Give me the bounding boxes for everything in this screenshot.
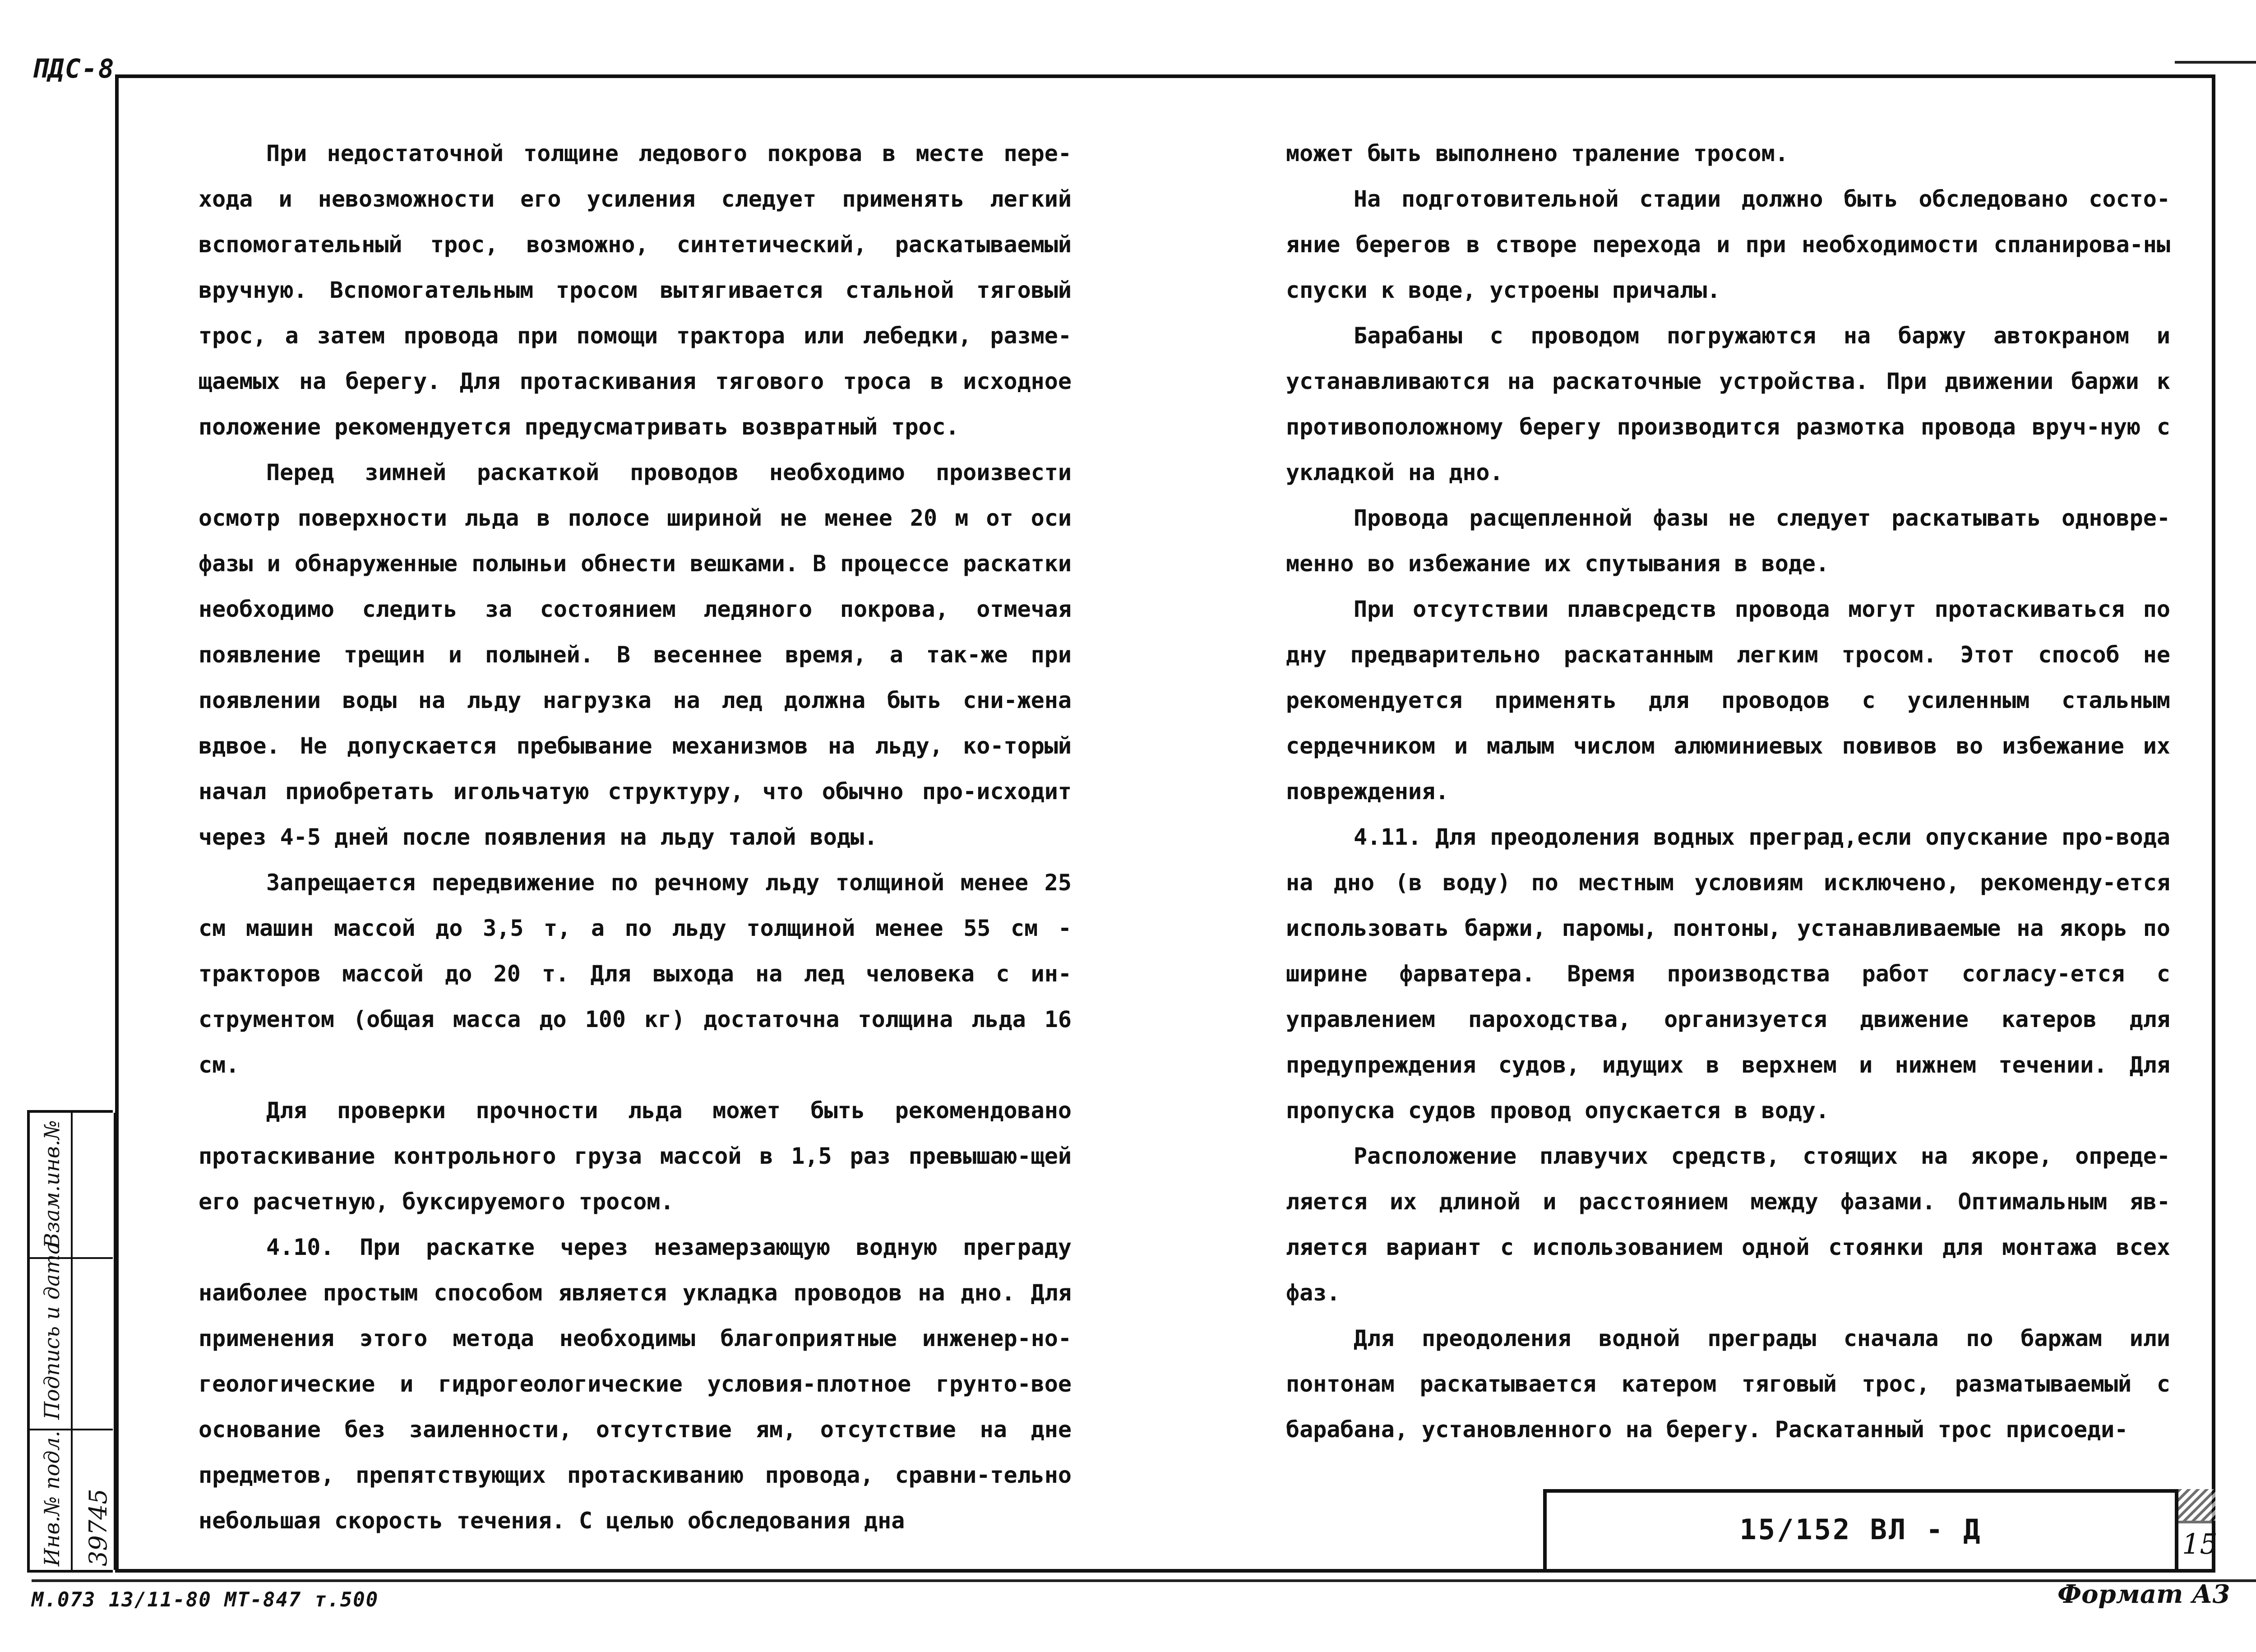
top-right-rule <box>2175 61 2256 64</box>
print-note: М.073 13/11-80 МТ-847 т.500 <box>32 1588 379 1611</box>
sheet-number: 15 <box>2182 1527 2218 1560</box>
side-row-divider <box>30 1429 113 1430</box>
paragraph: 4.10. При раскатке через незамерзающую водную преграду наиболее простым способом является укладка проводов на дно. Для применения этого метода необходимы благоприятные инженер-но-геологические и гидрогеологические условия-плотное грунто-вое основание без заиленности, отсутствие ям, отсутствие на дне предметов, препятствующих протаскиванию провода, сравни-тельно небольшая скорость течения. С целью обследования дна <box>199 1234 1072 1534</box>
bottom-rule <box>32 1579 2256 1582</box>
paragraph: Перед зимней раскаткой проводов необходимо произвести осмотр поверхности льда в полосе шириной не менее 20 м от оси фазы и обнаруженные полыньи обнести вешками. В процессе раскатки необходимо следить за состоянием ледяного покрова, отмечая появление трещин и полыней. В весеннее время, а так-же при появлении воды на льду нагрузка на лед должна быть сни-жена вдвое. Не допускается пребывание механизмов на льду, ко-торый начал приобретать игольчатую структуру, что обычно про-исходит через 4-5 дней после появления на льду талой воды. <box>199 459 1072 850</box>
paragraph: 4.11. Для преодоления водных преград,если опускание про-вода на дно (в воду) по местным условиям исключено, рекоменду-ется использовать баржи, паромы, понтоны, устанавливаемые на якорь по ширине фарватера. Время производства работ согласу-ется с управлением пароходства, организуется движение катеров для предупреждения судов, идущих в верхнем и нижнем течении. Для пропуска судов провод опускается в воду. <box>1286 824 2170 1124</box>
format-label: Формат А3 <box>2057 1579 2230 1609</box>
paragraph: Расположение плавучих средств, стоящих на якоре, опреде-ляется их длиной и расстоянием между фазами. Оптимальным яв-ляется вариант с использованием одной стоянки для монтажа всех фаз. <box>1286 1143 2170 1306</box>
document-code: 15/152 ВЛ - Д <box>1739 1513 1982 1546</box>
left-text-column <box>199 131 1072 1544</box>
inv-label: Инв.№ подл. <box>40 1430 64 1566</box>
paragraph: При недостаточной толщине ледового покрова в месте пере-хода и невозможности его усиления следует применять легкий вспомогательный трос, возможно, синтетический, раскатываемый вручную. Вспомогательным тросом вытягивается стальной тяговый трос, а затем провода при помощи трактора или лебедки, разме-щаемых на берегу. Для протаскивания тягового троса в исходное положение рекомендуется предусматривать возвратный трос. <box>199 140 1072 440</box>
title-block <box>1543 1489 2175 1573</box>
right-text-column <box>1286 131 2170 1453</box>
paragraph: Для проверки прочности льда может быть рекомендовано протаскивание контрольного груза массой в 1,5 раз превышаю-щей его расчетную, буксируемого тросом. <box>199 1097 1072 1215</box>
paragraph: Для преодоления водной преграды сначала по баржам или понтонам раскатывается катером тяговый трос, разматываемый с барабана, установленного на берегу. Раскатанный трос присоеди- <box>1286 1325 2170 1443</box>
sheet-label-cell <box>2178 1489 2215 1523</box>
sheet-number-box <box>2175 1489 2218 1573</box>
paragraph: На подготовительной стадии должно быть обследовано состо-яние берегов в створе перехода и при необходимости спланирова-ны спуски к воде, устроены причалы. <box>1286 186 2170 303</box>
paragraph: Провода расщепленной фазы не следует раскатывать одновре-менно во избежание их спутывания в воде. <box>1286 505 2170 577</box>
paragraph: Запрещается передвижение по речному льду толщиной менее 25 см машин массой до 3,5 т, а по льду толщиной менее 55 см - тракторов массой до 20 т. Для выхода на лед человека с ин-струментом (общая масса до 100 кг) достаточна толщина льда 16 см. <box>199 870 1072 1078</box>
side-stamp-table <box>27 1110 113 1573</box>
inv-number: 39745 <box>84 1489 112 1566</box>
paragraph: Барабаны с проводом погружаются на баржу автокраном и устанавливаются на раскаточные устройства. При движении баржи к противоположному берегу производится размотка провода вруч-ную с укладкой на дно. <box>1286 323 2170 486</box>
corner-mark: ПДС-8 <box>32 53 115 84</box>
paragraph: может быть выполнено траление тросом. <box>1286 140 1789 167</box>
paragraph: При отсутствии плавсредств провода могут протаскиваться по дну предварительно раскатанным легким тросом. Этот способ не рекомендуется применять для проводов с усиленным стальным сердечником и малым числом алюминиевых повивов во избежание их повреждения. <box>1286 596 2170 805</box>
sign-date-label: Подпись и дата <box>40 1242 64 1420</box>
replace-inv-label: Взам.инв.№ <box>40 1120 64 1248</box>
